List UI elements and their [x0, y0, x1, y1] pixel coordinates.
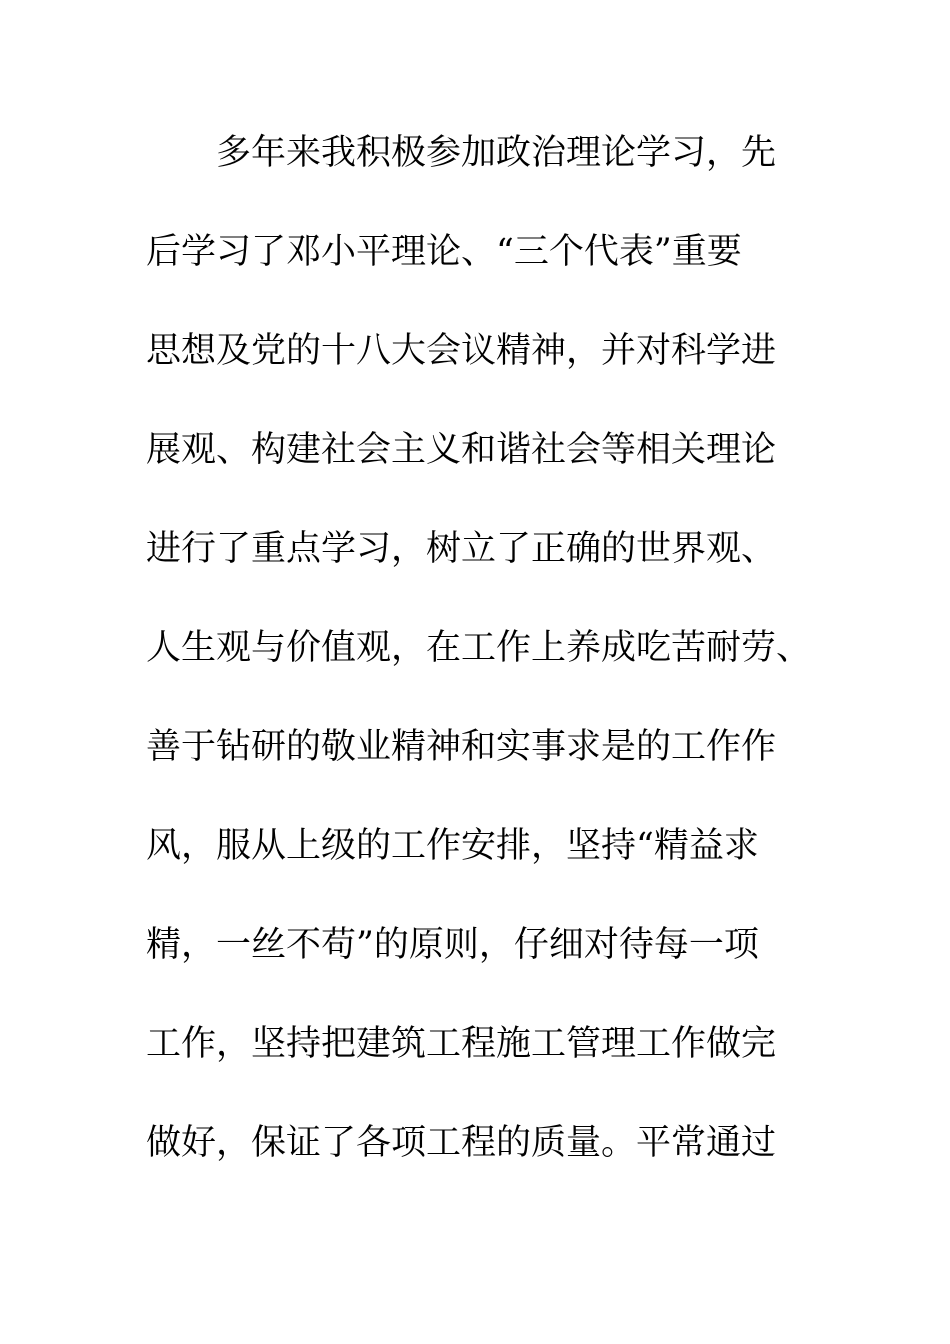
body-paragraph: [146, 122, 846, 1211]
paragraph-line: 人生观与价值观，在工作上养成吃苦耐劳、: [146, 628, 812, 668]
paragraph-line: 展观、构建社会主义和谐社会等相关理论: [146, 430, 777, 470]
paragraph-line: 风，服从上级的工作安排，坚持“精益求: [146, 826, 759, 866]
paragraph-line: 做好，保证了各项工程的质量。平常通过: [146, 1123, 777, 1163]
paragraph-line: 工作，坚持把建筑工程施工管理工作做完: [146, 1024, 777, 1064]
paragraph-line: 多年来我积极参加政治理论学习，先: [216, 133, 777, 173]
paragraph-line: 思想及党的十八大会议精神，并对科学进: [146, 331, 777, 371]
paragraph-line: 善于钻研的敬业精神和实事求是的工作作: [146, 727, 777, 767]
paragraph-line: 进行了重点学习，树立了正确的世界观、: [146, 529, 777, 569]
paragraph-line: 后学习了邓小平理论、“三个代表”重要: [146, 232, 742, 272]
paragraph-line: 精，一丝不苟”的原则，仔细对待每一项: [146, 925, 759, 965]
